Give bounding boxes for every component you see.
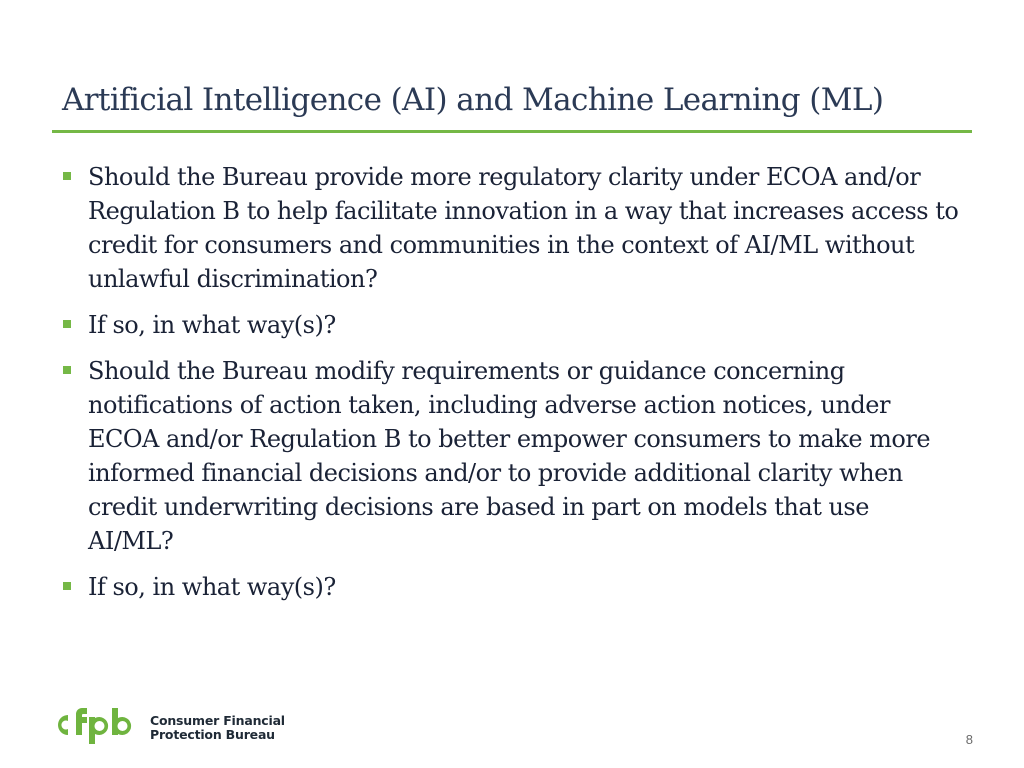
bullet-text: If so, in what way(s)? [88,573,336,601]
bullet-text: Should the Bureau provide more regulatory clarity under ECOA and/or Regulation B to help facilitate innovation in a way that increases access to credit for consumers and communities in the context of AI/ML without unlawful discrimination? [88,163,959,293]
bullet-item [60,570,960,604]
cfpb-logo-icon [52,708,138,748]
cfpb-logo [52,708,285,748]
square-bullet-icon [63,172,71,180]
bullet-text: If so, in what way(s)? [88,311,336,339]
bullet-text: Should the Bureau modify requirements or guidance concerning notifications of action taken, including adverse action notices, under ECOA and/or Regulation B to better empower consumers to make more informed financial decisions and/or to provide additional clarity when credit underwriting decisions are based in part on models that use AI/ML? [88,357,931,555]
logo-text [150,714,285,742]
title-divider [52,130,972,133]
page-number: 8 [965,732,973,747]
logo-text-line: Consumer Financial [150,713,285,728]
square-bullet-icon [63,366,71,374]
bullet-item [60,354,960,558]
square-bullet-icon [63,320,71,328]
bullet-item [60,160,960,296]
bullet-list [60,160,960,616]
bullet-item [60,308,960,342]
slide-title: Artificial Intelligence (AI) and Machine Learning (ML) [62,82,884,118]
logo-text-line: Protection Bureau [150,727,275,742]
square-bullet-icon [63,582,71,590]
